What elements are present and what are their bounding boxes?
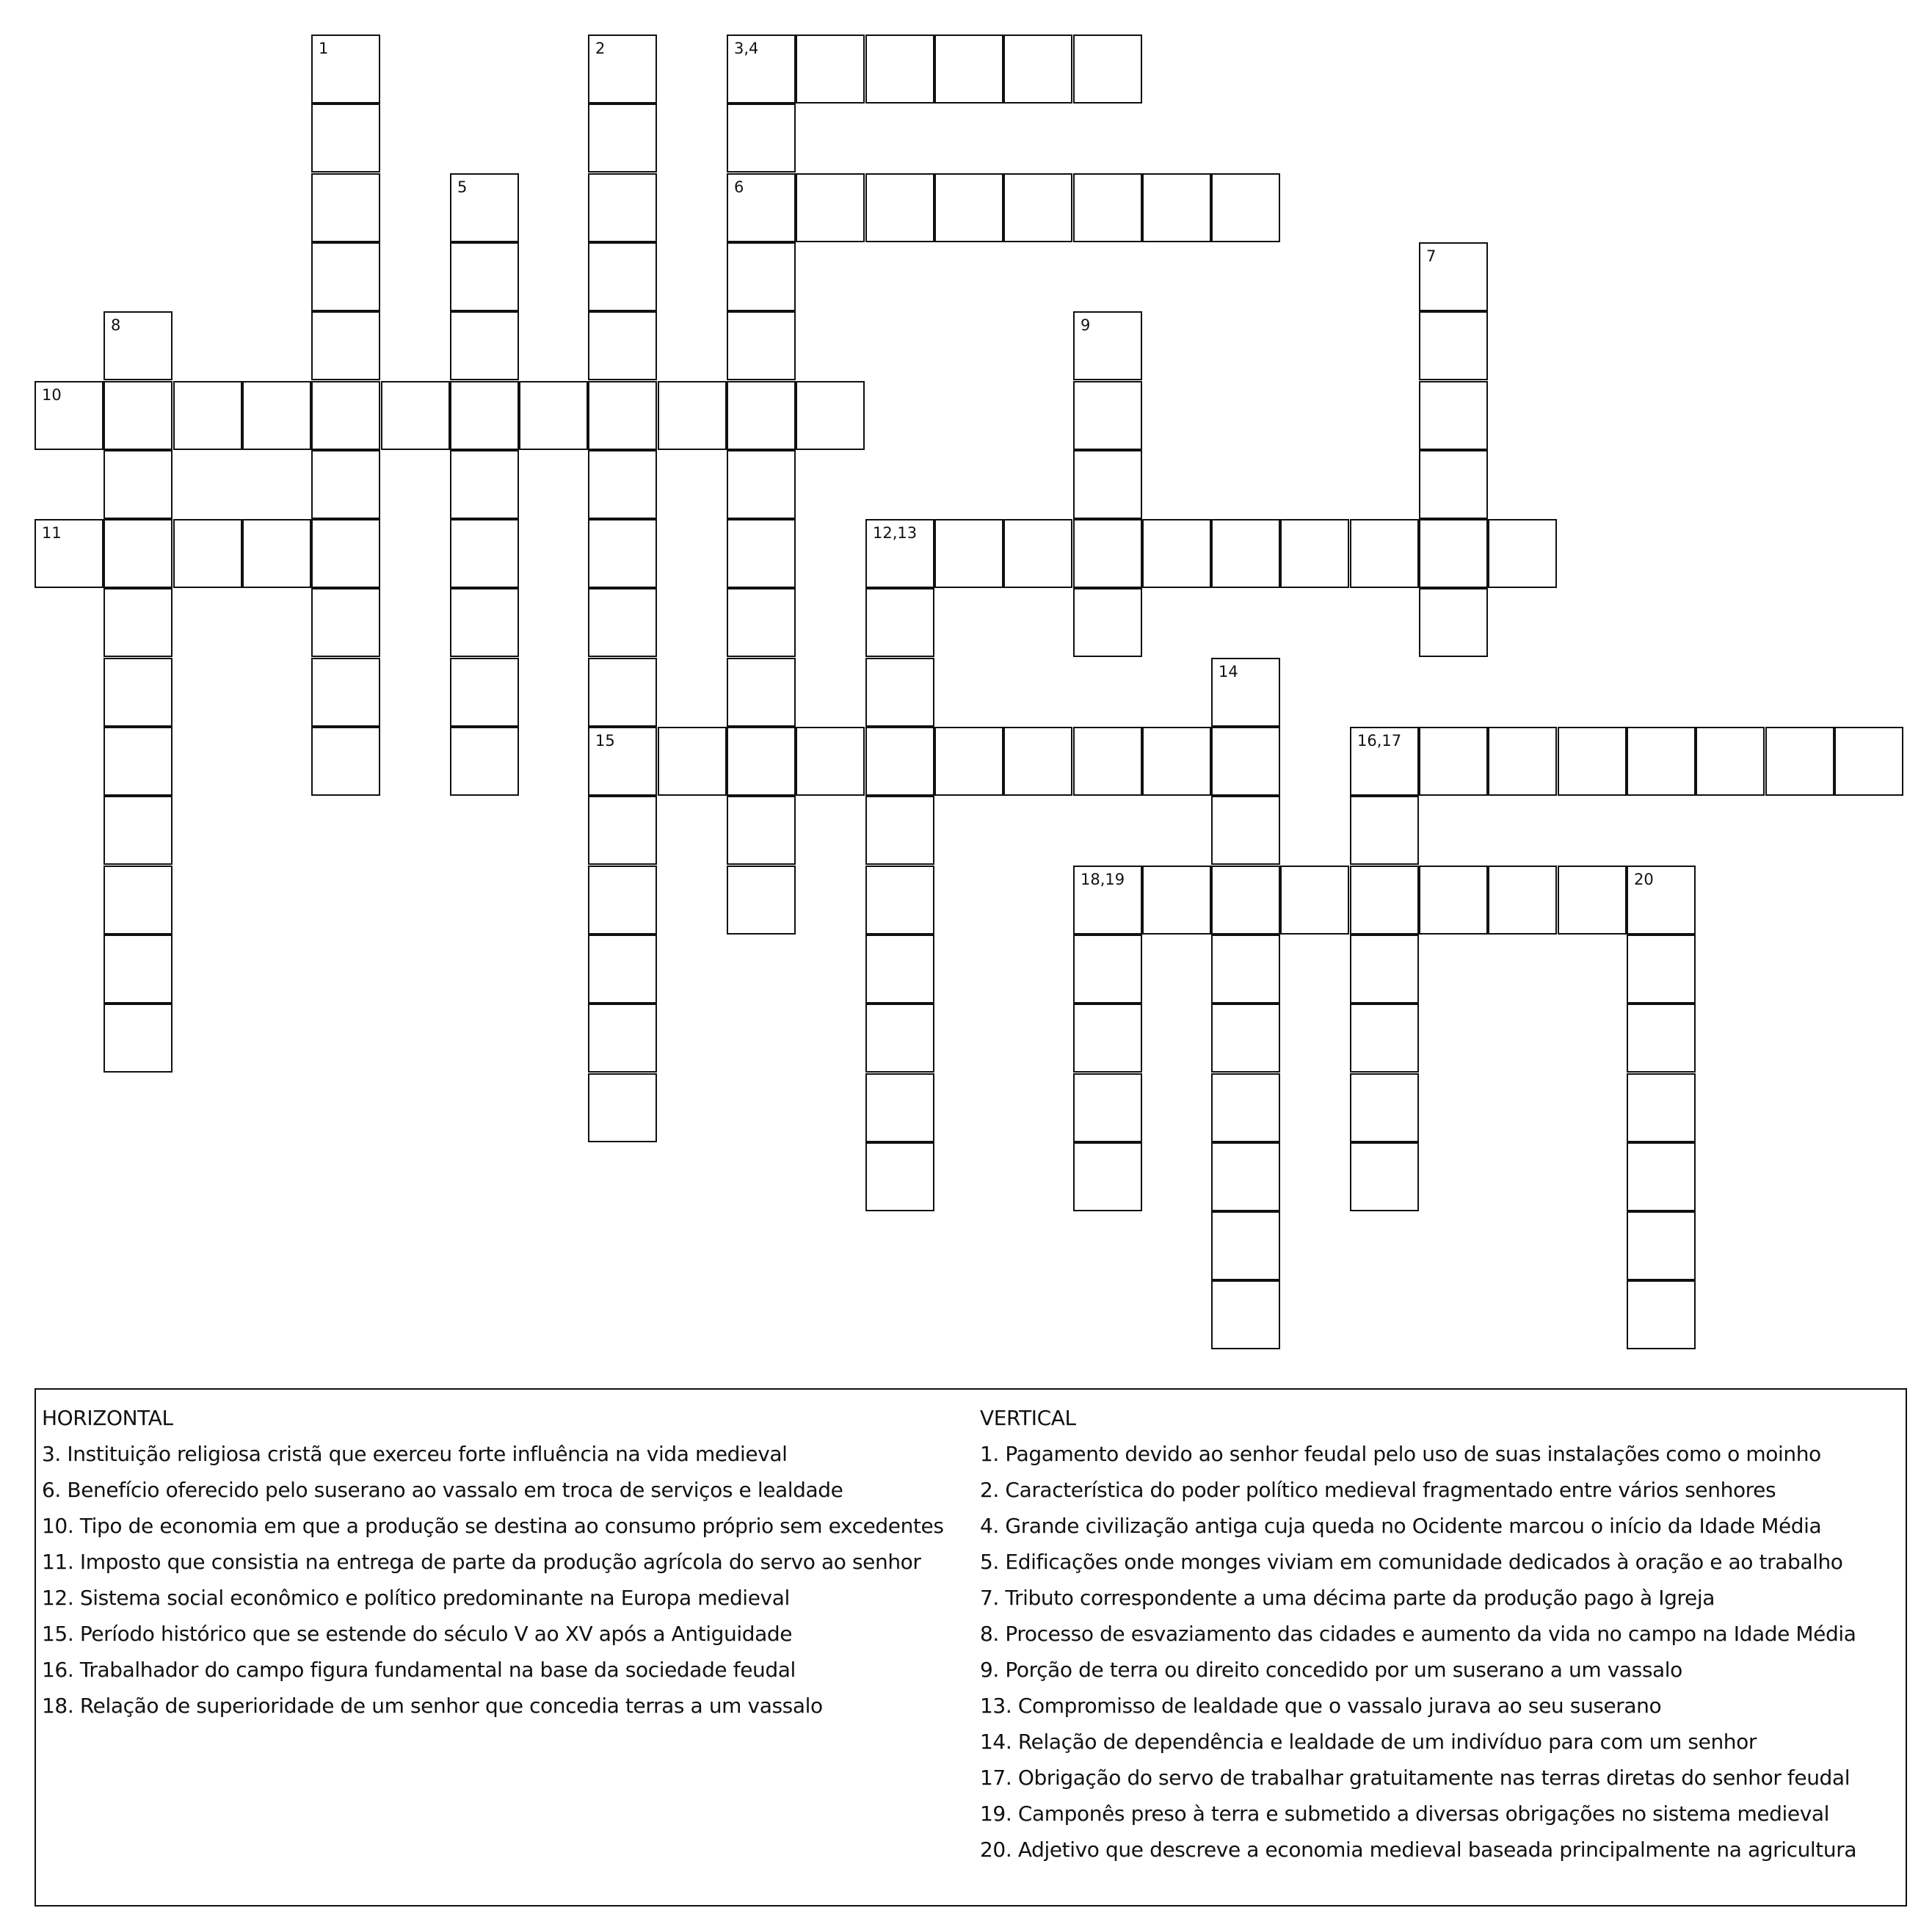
crossword-cell[interactable] bbox=[1211, 173, 1280, 242]
crossword-cell[interactable] bbox=[865, 1073, 934, 1142]
crossword-cell[interactable] bbox=[727, 866, 796, 935]
crossword-cell[interactable] bbox=[1280, 519, 1349, 588]
vertical-clue-20: 20. Adjetivo que descreve a economia medieval baseada principalmente na agricultura bbox=[980, 1838, 1857, 1862]
crossword-cell[interactable] bbox=[1488, 519, 1557, 588]
crossword-cell[interactable] bbox=[1073, 35, 1142, 104]
crossword-cell[interactable] bbox=[311, 104, 380, 173]
crossword-cell[interactable] bbox=[934, 35, 1003, 104]
crossword-cell[interactable] bbox=[658, 381, 727, 450]
crossword-cell[interactable] bbox=[450, 173, 519, 242]
crossword-cell[interactable] bbox=[1073, 519, 1142, 588]
crossword-cell[interactable] bbox=[1003, 519, 1072, 588]
crossword-cell[interactable] bbox=[588, 242, 657, 311]
crossword-cell[interactable] bbox=[104, 381, 172, 450]
crossword-cell[interactable] bbox=[865, 588, 934, 657]
crossword-cell[interactable] bbox=[1142, 519, 1211, 588]
crossword-cell[interactable] bbox=[1488, 866, 1557, 935]
vertical-clue-8: 8. Processo de esvaziamento das cidades e aumento da vida no campo na Idade Média bbox=[980, 1622, 1856, 1646]
crossword-cell[interactable] bbox=[1073, 866, 1142, 935]
crossword-cell[interactable] bbox=[311, 242, 380, 311]
crossword-cell[interactable] bbox=[450, 658, 519, 727]
crossword-cell[interactable] bbox=[450, 588, 519, 657]
crossword-cell[interactable] bbox=[588, 381, 657, 450]
clue-number: 10 bbox=[42, 386, 62, 404]
crossword-cell[interactable] bbox=[1627, 727, 1696, 796]
crossword-cell[interactable] bbox=[1350, 727, 1419, 796]
crossword-cell[interactable] bbox=[173, 381, 242, 450]
crossword-cell[interactable] bbox=[450, 311, 519, 380]
crossword-cell[interactable] bbox=[1765, 727, 1834, 796]
crossword-cell[interactable] bbox=[727, 658, 796, 727]
crossword-cell[interactable] bbox=[1419, 242, 1488, 311]
horizontal-clue-18: 18. Relação de superioridade de um senhor que concedia terras a um vassalo bbox=[42, 1694, 823, 1718]
crossword-cell[interactable] bbox=[1419, 866, 1488, 935]
crossword-cell[interactable] bbox=[865, 35, 934, 104]
crossword-cell[interactable] bbox=[311, 381, 380, 450]
crossword-cell[interactable] bbox=[1350, 866, 1419, 935]
crossword-cell[interactable] bbox=[727, 727, 796, 796]
crossword-cell[interactable] bbox=[588, 104, 657, 173]
clue-number: 11 bbox=[42, 524, 62, 542]
crossword-cell[interactable] bbox=[104, 866, 172, 935]
crossword-cell[interactable] bbox=[727, 796, 796, 865]
clue-number: 3,4 bbox=[734, 40, 759, 57]
crossword-cell[interactable] bbox=[934, 519, 1003, 588]
crossword-cell[interactable] bbox=[1211, 727, 1280, 796]
crossword-cell[interactable] bbox=[1073, 450, 1142, 519]
crossword-cell[interactable] bbox=[104, 588, 172, 657]
crossword-cell[interactable] bbox=[1419, 519, 1488, 588]
crossword-cell[interactable] bbox=[727, 35, 796, 104]
crossword-cell[interactable] bbox=[104, 519, 172, 588]
crossword-cell[interactable] bbox=[1211, 1280, 1280, 1349]
clue-number: 7 bbox=[1426, 247, 1437, 265]
vertical-clue-19: 19. Camponês preso à terra e submetido a diversas obrigações no sistema medieval bbox=[980, 1802, 1830, 1826]
crossword-cell[interactable] bbox=[104, 935, 172, 1004]
crossword-cell[interactable] bbox=[1627, 1142, 1696, 1211]
crossword-cell[interactable] bbox=[1419, 727, 1488, 796]
crossword-cell[interactable] bbox=[311, 35, 380, 104]
crossword-cell[interactable] bbox=[588, 311, 657, 380]
horizontal-clue-11: 11. Imposto que consistia na entrega de parte da produção agrícola do servo ao senhor bbox=[42, 1550, 921, 1574]
vertical-clue-5: 5. Edificações onde monges viviam em comunidade dedicados à oração e ao trabalho bbox=[980, 1550, 1843, 1574]
crossword-cell[interactable] bbox=[104, 450, 172, 519]
crossword-cell[interactable] bbox=[450, 381, 519, 450]
crossword-cell[interactable] bbox=[1558, 727, 1627, 796]
vertical-clue-1: 1. Pagamento devido ao senhor feudal pelo uso de suas instalações como o moinho bbox=[980, 1442, 1821, 1466]
vertical-clue-7: 7. Tributo correspondente a uma décima parte da produção pago à Igreja bbox=[980, 1586, 1715, 1610]
crossword-cell[interactable] bbox=[727, 519, 796, 588]
vertical-clue-17: 17. Obrigação do servo de trabalhar gratuitamente nas terras diretas do senhor feudal bbox=[980, 1766, 1851, 1790]
crossword-cell[interactable] bbox=[588, 450, 657, 519]
crossword-cell[interactable] bbox=[1073, 173, 1142, 242]
crossword-cell[interactable] bbox=[1073, 935, 1142, 1004]
crossword-cell[interactable] bbox=[865, 658, 934, 727]
crossword-cell[interactable] bbox=[865, 1004, 934, 1073]
vertical-heading: VERTICAL bbox=[980, 1406, 1076, 1430]
vertical-clues bbox=[980, 1400, 1898, 1868]
crossword-cell[interactable] bbox=[1834, 727, 1903, 796]
crossword-cell[interactable] bbox=[1350, 1073, 1419, 1142]
crossword-cell[interactable] bbox=[311, 658, 380, 727]
crossword-cell[interactable] bbox=[934, 173, 1003, 242]
crossword-cell[interactable] bbox=[1211, 866, 1280, 935]
clue-number: 18,19 bbox=[1081, 871, 1125, 888]
crossword-cell[interactable] bbox=[1211, 796, 1280, 865]
crossword-cell[interactable] bbox=[242, 519, 311, 588]
crossword-cell[interactable] bbox=[727, 381, 796, 450]
crossword-cell[interactable] bbox=[796, 381, 865, 450]
crossword-cell[interactable] bbox=[588, 727, 657, 796]
crossword-cell[interactable] bbox=[1350, 1004, 1419, 1073]
crossword-cell[interactable] bbox=[588, 519, 657, 588]
clue-number: 6 bbox=[734, 178, 744, 196]
crossword-cell[interactable] bbox=[1627, 1211, 1696, 1280]
clue-number: 9 bbox=[1081, 316, 1091, 334]
crossword-cell[interactable] bbox=[104, 658, 172, 727]
crossword-cell[interactable] bbox=[588, 35, 657, 104]
crossword-cell[interactable] bbox=[1696, 727, 1765, 796]
crossword-cell[interactable] bbox=[1003, 173, 1072, 242]
crossword-cell[interactable] bbox=[1211, 1142, 1280, 1211]
crossword-cell[interactable] bbox=[1558, 866, 1627, 935]
crossword-cell[interactable] bbox=[865, 1142, 934, 1211]
crossword-cell[interactable] bbox=[1627, 935, 1696, 1004]
crossword-cell[interactable] bbox=[1627, 1280, 1696, 1349]
crossword-cell[interactable] bbox=[1350, 519, 1419, 588]
crossword-cell[interactable] bbox=[450, 727, 519, 796]
vertical-clue-13: 13. Compromisso de lealdade que o vassalo jurava ao seu suserano bbox=[980, 1694, 1662, 1718]
crossword-cell[interactable] bbox=[1073, 381, 1142, 450]
horizontal-clues bbox=[42, 1400, 967, 1724]
crossword-cell[interactable] bbox=[311, 588, 380, 657]
crossword-cell[interactable] bbox=[658, 727, 727, 796]
crossword-cell[interactable] bbox=[1073, 588, 1142, 657]
crossword-cell[interactable] bbox=[519, 381, 588, 450]
crossword-cell[interactable] bbox=[1350, 796, 1419, 865]
crossword-cell[interactable] bbox=[588, 1073, 657, 1142]
crossword-cell[interactable] bbox=[727, 588, 796, 657]
crossword-cell[interactable] bbox=[1419, 381, 1488, 450]
crossword-cell[interactable] bbox=[104, 311, 172, 380]
crossword-cell[interactable] bbox=[104, 727, 172, 796]
crossword-cell[interactable] bbox=[588, 1004, 657, 1073]
crossword-cell[interactable] bbox=[1280, 866, 1349, 935]
crossword-cell[interactable] bbox=[1073, 727, 1142, 796]
clue-number: 1 bbox=[319, 40, 329, 57]
crossword-cell[interactable] bbox=[865, 935, 934, 1004]
crossword-cell[interactable] bbox=[865, 173, 934, 242]
crossword-cell[interactable] bbox=[796, 173, 865, 242]
clue-number: 15 bbox=[595, 732, 615, 750]
crossword-cell[interactable] bbox=[1419, 450, 1488, 519]
crossword-cell[interactable] bbox=[865, 727, 934, 796]
crossword-cell[interactable] bbox=[796, 35, 865, 104]
crossword-cell[interactable] bbox=[1211, 1211, 1280, 1280]
crossword-cell[interactable] bbox=[1627, 1073, 1696, 1142]
crossword-cell[interactable] bbox=[1419, 588, 1488, 657]
crossword-cell[interactable] bbox=[173, 519, 242, 588]
crossword-cell[interactable] bbox=[311, 311, 380, 380]
crossword-cell[interactable] bbox=[1627, 1004, 1696, 1073]
crossword-cell[interactable] bbox=[796, 727, 865, 796]
horizontal-clue-6: 6. Benefício oferecido pelo suserano ao vassalo em troca de serviços e lealdade bbox=[42, 1478, 843, 1502]
crossword-cell[interactable] bbox=[1073, 311, 1142, 380]
crossword-cell[interactable] bbox=[1073, 1142, 1142, 1211]
crossword-cell[interactable] bbox=[1142, 866, 1211, 935]
horizontal-clue-15: 15. Período histórico que se estende do século V ao XV após a Antiguidade bbox=[42, 1622, 793, 1646]
crossword-cell[interactable] bbox=[1211, 1073, 1280, 1142]
crossword-cell[interactable] bbox=[311, 450, 380, 519]
clue-number: 20 bbox=[1634, 871, 1654, 888]
crossword-cell[interactable] bbox=[1350, 1142, 1419, 1211]
crossword-cell[interactable] bbox=[34, 381, 104, 450]
crossword-cell[interactable] bbox=[934, 727, 1003, 796]
crossword-cell[interactable] bbox=[34, 519, 104, 588]
crossword-cell[interactable] bbox=[1142, 173, 1211, 242]
crossword-cell[interactable] bbox=[588, 866, 657, 935]
crossword-cell[interactable] bbox=[727, 450, 796, 519]
horizontal-clue-16: 16. Trabalhador do campo figura fundamental na base da sociedade feudal bbox=[42, 1658, 796, 1682]
vertical-clue-14: 14. Relação de dependência e lealdade de um indivíduo para com um senhor bbox=[980, 1730, 1757, 1754]
crossword-cell[interactable] bbox=[588, 796, 657, 865]
clue-number: 16,17 bbox=[1357, 732, 1402, 750]
vertical-clue-9: 9. Porção de terra ou direito concedido por um suserano a um vassalo bbox=[980, 1658, 1682, 1682]
crossword-cell[interactable] bbox=[311, 173, 380, 242]
clue-number: 5 bbox=[457, 178, 468, 196]
crossword-cell[interactable] bbox=[450, 450, 519, 519]
vertical-clue-2: 2. Característica do poder político medieval fragmentado entre vários senhores bbox=[980, 1478, 1776, 1502]
crossword-cell[interactable] bbox=[588, 173, 657, 242]
crossword-cell[interactable] bbox=[1488, 727, 1557, 796]
horizontal-clue-3: 3. Instituição religiosa cristã que exerceu forte influência na vida medieval bbox=[42, 1442, 788, 1466]
crossword-cell[interactable] bbox=[1073, 1004, 1142, 1073]
crossword-cell[interactable] bbox=[1211, 935, 1280, 1004]
clue-number: 14 bbox=[1219, 663, 1238, 681]
crossword-cell[interactable] bbox=[450, 242, 519, 311]
crossword-cell[interactable] bbox=[1003, 35, 1072, 104]
crossword-cell[interactable] bbox=[865, 796, 934, 865]
crossword-cell[interactable] bbox=[865, 519, 934, 588]
clue-number: 2 bbox=[595, 40, 606, 57]
crossword-cell[interactable] bbox=[450, 519, 519, 588]
clue-number: 8 bbox=[111, 316, 121, 334]
crossword-cell[interactable] bbox=[588, 588, 657, 657]
vertical-clue-4: 4. Grande civilização antiga cuja queda no Ocidente marcou o início da Idade Média bbox=[980, 1514, 1822, 1538]
crossword-cell[interactable] bbox=[1142, 727, 1211, 796]
crossword-cell[interactable] bbox=[1419, 311, 1488, 380]
crossword-cell[interactable] bbox=[588, 935, 657, 1004]
clues-panel bbox=[34, 1388, 1907, 1907]
horizontal-clue-10: 10. Tipo de economia em que a produção se destina ao consumo próprio sem excedentes bbox=[42, 1514, 944, 1538]
crossword-cell[interactable] bbox=[727, 242, 796, 311]
crossword-cell[interactable] bbox=[104, 796, 172, 865]
crossword-cell[interactable] bbox=[1211, 1004, 1280, 1073]
crossword-cell[interactable] bbox=[242, 381, 311, 450]
crossword-cell[interactable] bbox=[1627, 866, 1696, 935]
crossword-cell[interactable] bbox=[1211, 658, 1280, 727]
crossword-cell[interactable] bbox=[1211, 519, 1280, 588]
crossword-cell[interactable] bbox=[311, 519, 380, 588]
crossword-cell[interactable] bbox=[727, 173, 796, 242]
crossword-cell[interactable] bbox=[104, 1004, 172, 1073]
clue-number: 12,13 bbox=[873, 524, 918, 542]
crossword-cell[interactable] bbox=[381, 381, 450, 450]
crossword-cell[interactable] bbox=[727, 104, 796, 173]
crossword-cell[interactable] bbox=[1350, 935, 1419, 1004]
crossword-cell[interactable] bbox=[1003, 727, 1072, 796]
crossword-cell[interactable] bbox=[865, 866, 934, 935]
crossword-cell[interactable] bbox=[311, 727, 380, 796]
crossword-cell[interactable] bbox=[727, 311, 796, 380]
crossword-cell[interactable] bbox=[1073, 1073, 1142, 1142]
horizontal-clue-12: 12. Sistema social econômico e político predominante na Europa medieval bbox=[42, 1586, 790, 1610]
crossword-cell[interactable] bbox=[588, 658, 657, 727]
horizontal-heading: HORIZONTAL bbox=[42, 1406, 173, 1430]
